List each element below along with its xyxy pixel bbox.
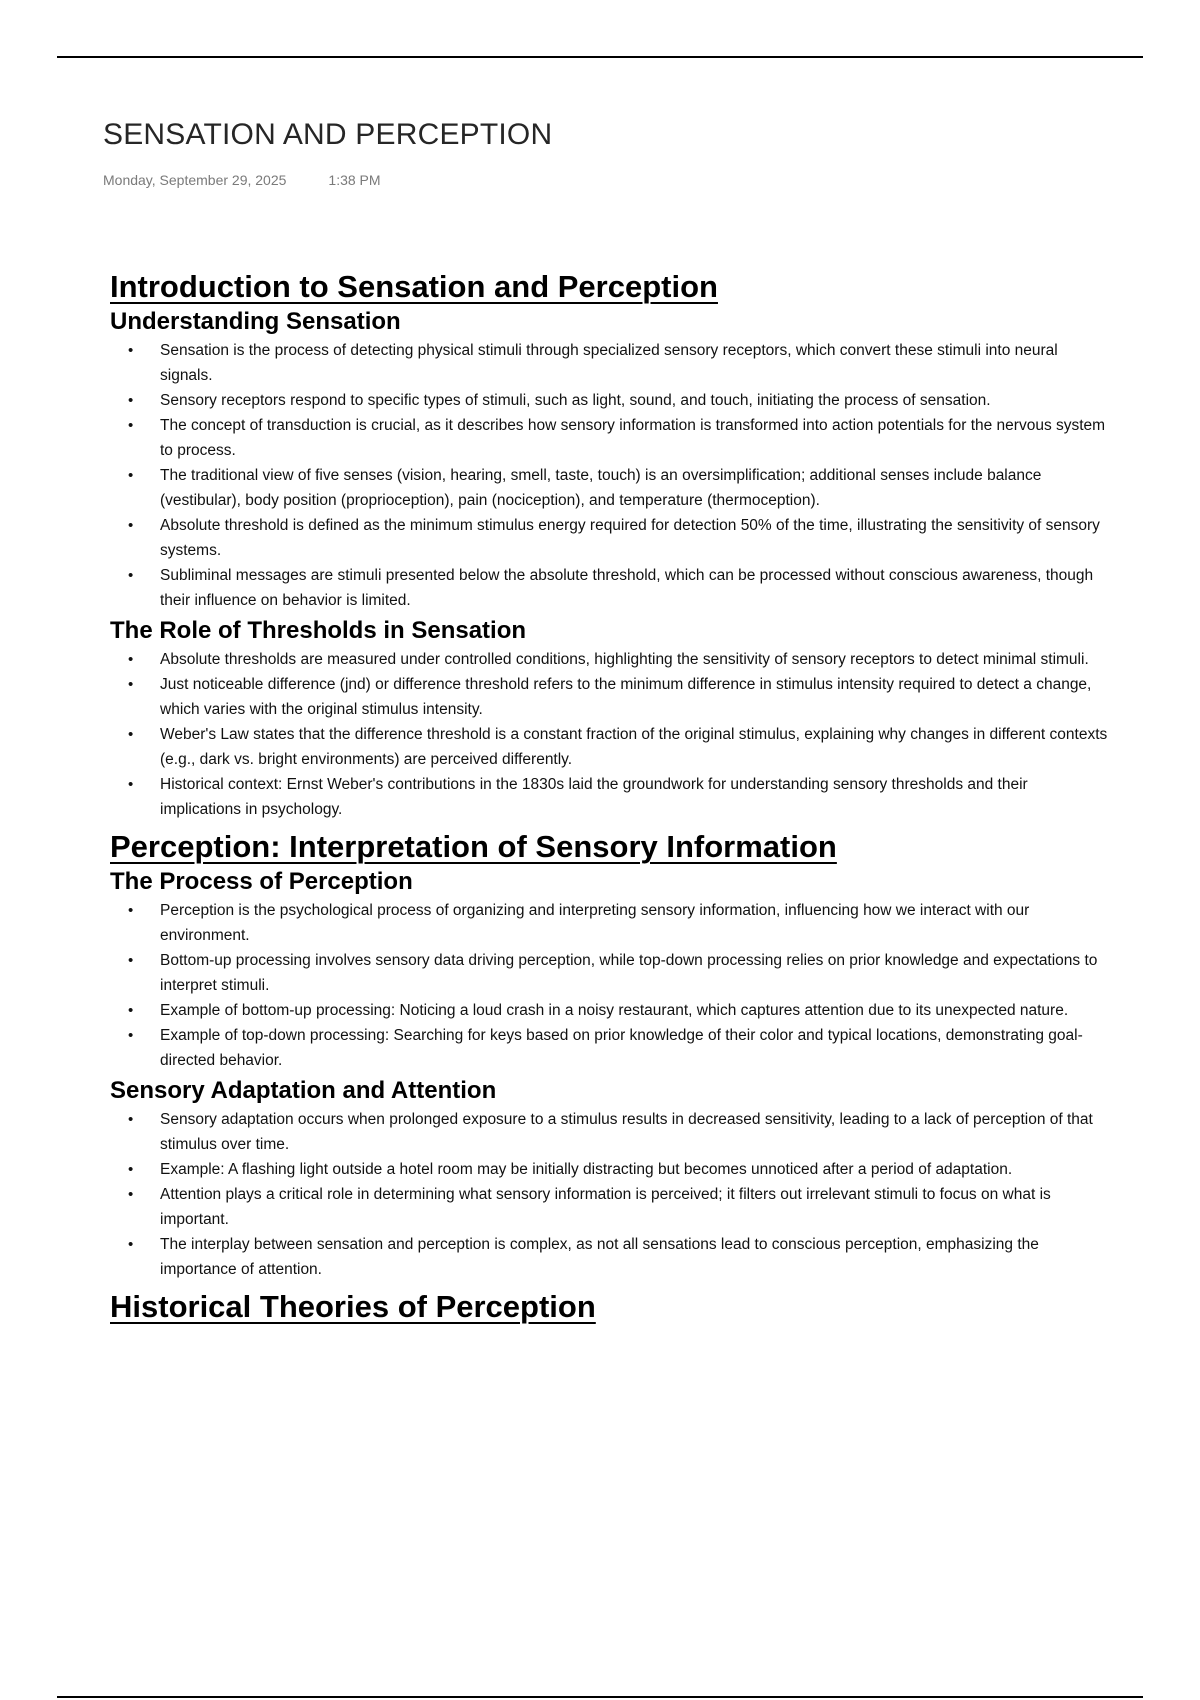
list-item: • Just noticeable difference (jnd) or difference threshold refers to the minimum difference in stimulus intensity required to detect a change, which varies with the original stimulus intensity.: [160, 672, 1110, 722]
list-item: • The traditional view of five senses (vision, hearing, smell, taste, touch) is an oversimplification; additional senses include balance (vestibular), body position (proprioception), pain (nociception), and temperature (thermoception).: [160, 463, 1110, 513]
list-item: • The concept of transduction is crucial, as it describes how sensory information is transformed into action potentials for the nervous system to process.: [160, 413, 1110, 463]
section-heading: Introduction to Sensation and Perception: [110, 269, 718, 304]
list-item: • The interplay between sensation and perception is complex, as not all sensations lead to conscious perception, emphasizing the importance of attention.: [160, 1232, 1110, 1282]
bullet-list: [110, 1107, 1110, 1282]
subsection-heading: Understanding Sensation: [110, 308, 401, 335]
bullet-list: [110, 647, 1110, 822]
section-heading: Perception: Interpretation of Sensory Information: [110, 829, 837, 864]
list-item: • Historical context: Ernst Weber's contributions in the 1830s laid the groundwork for understanding sensory thresholds and their implications in psychology.: [160, 772, 1110, 822]
list-item: • Bottom-up processing involves sensory data driving perception, while top-down processing relies on prior knowledge and expectations to interpret stimuli.: [160, 948, 1110, 998]
list-item: • Example of bottom-up processing: Noticing a loud crash in a noisy restaurant, which captures attention due to its unexpected nature.: [160, 998, 1110, 1023]
subsection-heading: The Role of Thresholds in Sensation: [110, 617, 527, 644]
subsection-heading: The Process of Perception: [110, 868, 413, 895]
list-item: • Subliminal messages are stimuli presented below the absolute threshold, which can be processed without conscious awareness, though their influence on behavior is limited.: [160, 563, 1110, 613]
list-item: • Sensory adaptation occurs when prolonged exposure to a stimulus results in decreased sensitivity, leading to a lack of perception of that stimulus over time.: [160, 1107, 1110, 1157]
top-divider: [57, 56, 1143, 58]
subsection-heading: Sensory Adaptation and Attention: [110, 1077, 497, 1104]
bullet-list: [110, 338, 1110, 613]
bottom-divider: [57, 1696, 1143, 1698]
list-item: • Example of top-down processing: Searching for keys based on prior knowledge of their color and typical locations, demonstrating goal-directed behavior.: [160, 1023, 1110, 1073]
list-item: • Absolute threshold is defined as the minimum stimulus energy required for detection 50% of the time, illustrating the sensitivity of sensory systems.: [160, 513, 1110, 563]
section-heading: Historical Theories of Perception: [110, 1289, 596, 1324]
list-item: • Absolute thresholds are measured under controlled conditions, highlighting the sensitivity of sensory receptors to detect minimal stimuli.: [160, 647, 1110, 672]
page-date: Monday, September 29, 2025: [103, 172, 287, 188]
list-item: • Weber's Law states that the difference threshold is a constant fraction of the original stimulus, explaining why changes in different contexts (e.g., dark vs. bright environments) are perceived differently.: [160, 722, 1110, 772]
list-item: • Sensation is the process of detecting physical stimuli through specialized sensory receptors, which convert these stimuli into neural signals.: [160, 338, 1110, 388]
note-body: [110, 268, 1110, 1326]
list-item: • Sensory receptors respond to specific types of stimuli, such as light, sound, and touch, initiating the process of sensation.: [160, 388, 1110, 413]
bullet-list: [110, 898, 1110, 1073]
list-item: • Perception is the psychological process of organizing and interpreting sensory information, influencing how we interact with our environment.: [160, 898, 1110, 948]
list-item: • Example: A flashing light outside a hotel room may be initially distracting but becomes unnoticed after a period of adaptation.: [160, 1157, 1110, 1182]
page-time: 1:38 PM: [328, 172, 381, 188]
list-item: • Attention plays a critical role in determining what sensory information is perceived; it filters out irrelevant stimuli to focus on what is important.: [160, 1182, 1110, 1232]
page-timestamp: [103, 172, 381, 188]
page-title: SENSATION AND PERCEPTION: [103, 118, 553, 151]
